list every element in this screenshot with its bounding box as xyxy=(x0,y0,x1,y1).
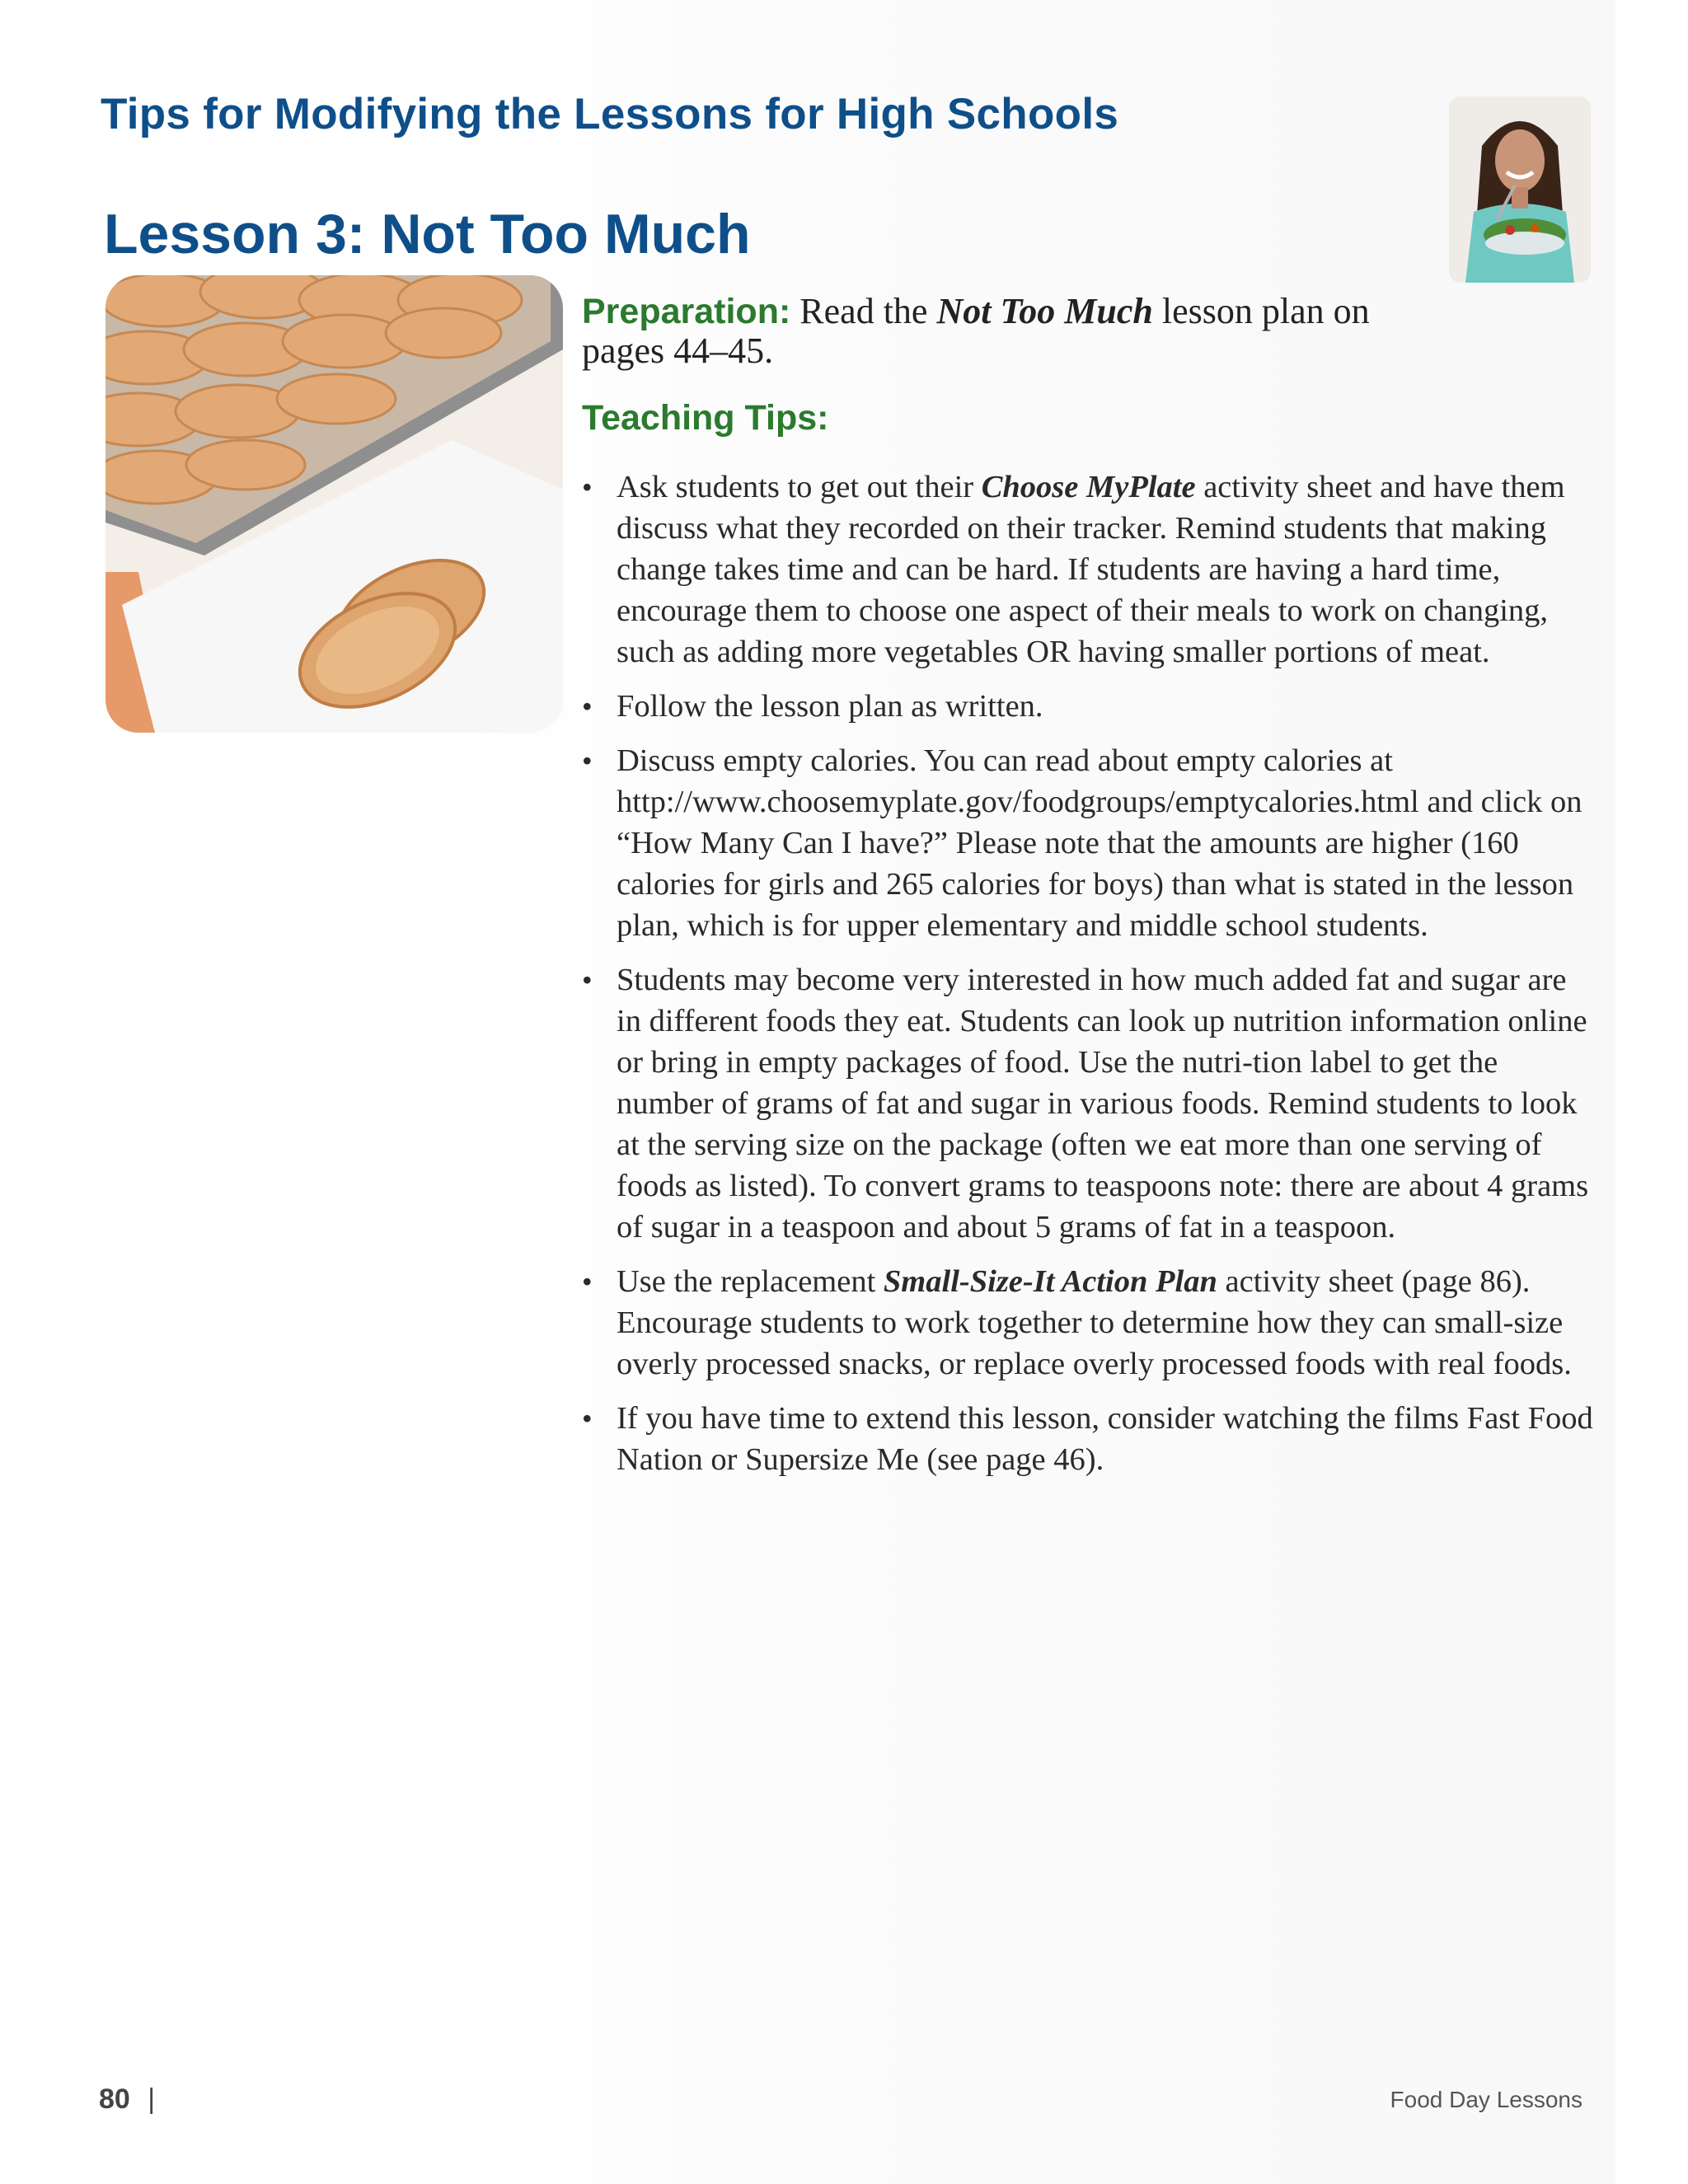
tip-text: Discuss empty calories. You can read about empty calories at http://www.choosemyplate.gov/foodgroups/emptycalories.html and click on “How Many Can I have?” Please note that the amounts are higher (160 calories for girls and 265 calories for boys) than what is stated in the lesson plan, which is for upper elementary and middle school students. xyxy=(617,743,1582,943)
cookies-photo xyxy=(106,275,563,733)
bullet-icon: • xyxy=(582,744,593,777)
list-item xyxy=(582,466,1596,673)
tip-emphasis: Choose MyPlate xyxy=(981,470,1196,504)
tip-text: If you have time to extend this lesson, consider watching the films Fast Food Nation or Supersize Me (see page 46). xyxy=(617,1401,1593,1477)
preparation-text-after: lesson plan on pages 44–45. xyxy=(582,291,1370,371)
list-item xyxy=(582,1398,1596,1480)
bullet-icon: • xyxy=(582,1265,593,1298)
bullet-icon: • xyxy=(582,690,593,723)
header-title: Tips for Modifying the Lessons for High Schools xyxy=(101,90,1119,138)
teaching-tips-heading: Teaching Tips: xyxy=(582,398,829,438)
list-item xyxy=(582,1261,1596,1385)
student-salad-photo xyxy=(1449,96,1591,283)
page-number: 80 xyxy=(99,2083,130,2115)
bullet-icon: • xyxy=(582,1402,593,1435)
tip-emphasis: Small-Size-It Action Plan xyxy=(883,1264,1217,1299)
preparation-paragraph xyxy=(582,292,1447,371)
footer-page-number xyxy=(99,2083,155,2116)
list-item xyxy=(582,959,1596,1248)
tip-text: Use the replacement xyxy=(617,1264,884,1299)
lesson-title: Lesson 3: Not Too Much xyxy=(104,203,751,265)
list-item xyxy=(582,686,1596,727)
bullet-icon: • xyxy=(582,963,593,996)
preparation-emphasis: Not Too Much xyxy=(936,291,1153,331)
tip-text: Students may become very interested in how much added fat and sugar are in different foods they eat. Students can look up nutrition information online or bring in empty packages of food. Use the nutri-tion label to get the number of grams of fat and sugar in various foods. Remind students to look at the serving size on the package (often we eat more than one serving of foods as listed). To convert grams to teaspoons note: there are about 4 grams of sugar in a teaspoon and about 5 grams of fat in a teaspoon. xyxy=(617,963,1589,1244)
preparation-label: Preparation: xyxy=(582,292,791,331)
tip-text: activity sheet (page 86). Encourage students to work together to determine how they can small-size overly processed snacks, or replace overly processed foods with real foods. xyxy=(617,1264,1572,1381)
tip-text: Follow the lesson plan as written. xyxy=(617,689,1043,724)
tip-text: activity sheet and have them discuss what they recorded on their tracker. Remind students that making change takes time and can be hard. If students are having a hard time, encourage them to choose one aspect of their meals to work on changing, such as adding more vegetables OR having smaller portions of meat. xyxy=(617,470,1565,669)
preparation-text-before: Read the xyxy=(790,291,937,331)
bullet-icon: • xyxy=(582,471,593,504)
footer-separator: | xyxy=(148,2083,156,2115)
teaching-tips-list xyxy=(582,466,1596,1493)
tip-text: Ask students to get out their xyxy=(617,470,982,504)
footer-publication: Food Day Lessons xyxy=(1390,2087,1582,2112)
list-item xyxy=(582,740,1596,946)
